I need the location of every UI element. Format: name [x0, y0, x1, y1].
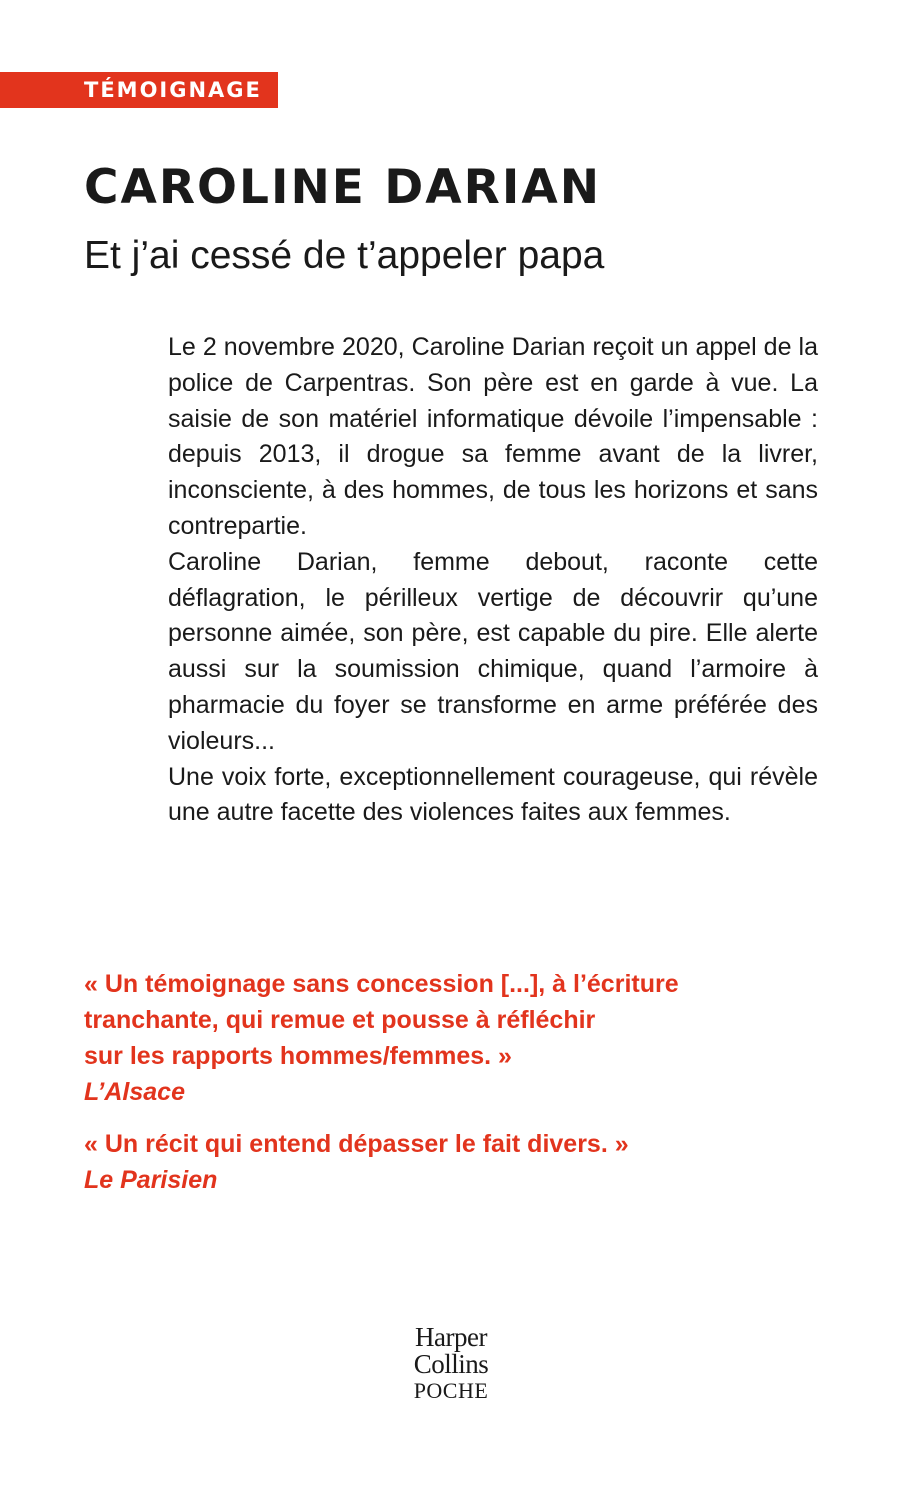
back-cover-blurb — [168, 330, 818, 831]
author-name: CAROLINE DARIAN — [84, 160, 602, 215]
publisher-logo-line: Harper — [415, 1322, 487, 1352]
press-quotes — [84, 966, 824, 1214]
quote-source: L’Alsace — [84, 1078, 185, 1106]
quote-text: « Un récit qui entend dépasser le fait divers. » — [84, 1130, 629, 1158]
category-tag: TÉMOIGNAGE — [0, 72, 278, 108]
blurb-paragraph: Le 2 novembre 2020, Caroline Darian reçoit un appel de la police de Carpentras. Son père est en garde à vue. La saisie de son matériel informatique dévoile l’impensable : depuis 2013, il drogue sa femme avant de la livrer, inconsciente, à des hommes, de tous les horizons et sans contrepartie. — [168, 333, 818, 540]
quote-source: Le Parisien — [84, 1166, 218, 1194]
book-title: Et j’ai cessé de t’appeler papa — [84, 234, 605, 277]
press-quote — [84, 966, 824, 1110]
publisher-logo-line: Collins — [413, 1349, 489, 1379]
press-quote — [84, 1126, 824, 1198]
publisher-logo — [0, 1324, 902, 1404]
quote-text: « Un témoignage sans concession [...], à l’écriture tranchante, qui remue et pousse à réfléchir sur les rapports hommes/femmes. » — [84, 970, 679, 1070]
publisher-logo-imprint: POCHE — [413, 1378, 489, 1403]
blurb-paragraph: Caroline Darian, femme debout, raconte cette déflagration, le périlleux vertige de découvrir qu’une personne aimée, son père, est capable du pire. Elle alerte aussi sur la soumission chimique, quand l’armoire à pharmacie du foyer se transforme en arme préférée des violeurs... — [168, 547, 818, 755]
blurb-paragraph: Une voix forte, exceptionnellement courageuse, qui révèle une autre facette des violences faites aux femmes. — [168, 762, 818, 827]
